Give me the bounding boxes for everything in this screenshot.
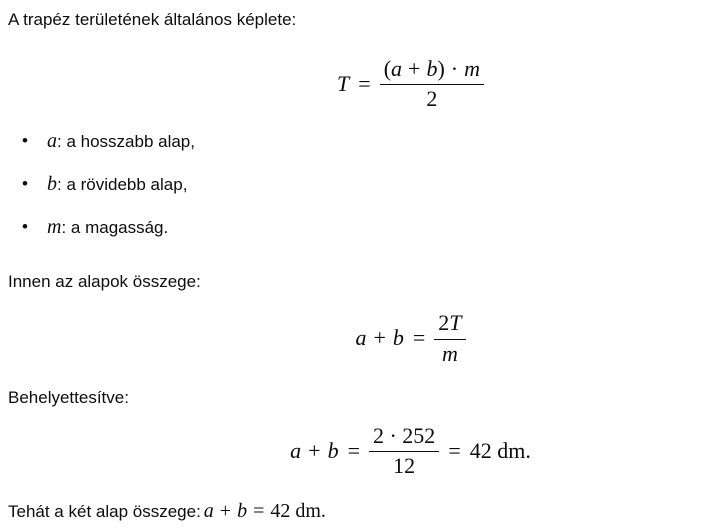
fraction-numerator (369, 424, 439, 451)
fraction (434, 311, 465, 365)
math-var-b: b (426, 56, 438, 81)
math-var-m: m (441, 340, 458, 366)
close-paren: ) (437, 56, 445, 81)
conclusion-paragraph (8, 499, 709, 524)
equals-sign: = (347, 437, 360, 463)
math-var-m: m (47, 216, 62, 239)
display-formula-area (8, 57, 709, 111)
equals-sign: = (448, 437, 461, 463)
equals-sign: = (253, 500, 265, 523)
dot-operator: · (450, 56, 459, 81)
number-2: 2 (426, 86, 438, 112)
conclusion-text: Tehát a két alap összege: (8, 502, 201, 522)
number-2: 2 (438, 310, 450, 336)
fraction (380, 57, 484, 111)
variable-definitions-list (8, 129, 709, 240)
bullet-item-a (8, 129, 709, 154)
fraction (369, 424, 439, 478)
math-var-a: a (47, 130, 57, 153)
bullet-item-b (8, 172, 709, 197)
math-var-a: a (391, 56, 403, 81)
plus-sign: + (373, 325, 386, 351)
substitution-intro-paragraph: Behelyettesítve: (8, 387, 129, 407)
formula-subst-row (290, 424, 531, 478)
bullet-marker: • (22, 131, 28, 151)
numerator-expression: 2 · 252 (372, 422, 436, 448)
intro-paragraph: A trapéz területének általános képlete: (8, 10, 297, 29)
math-var-b: b (392, 325, 404, 351)
fraction-denominator (380, 84, 484, 111)
math-var-a: a (290, 437, 302, 463)
bullet-marker: • (22, 217, 28, 237)
equals-sign: = (358, 71, 371, 97)
equals-sign: = (412, 325, 426, 351)
number-12: 12 (393, 452, 416, 478)
math-var-a: a (355, 325, 367, 351)
plus-sign: + (308, 437, 321, 463)
math-var-T: T (449, 310, 462, 336)
math-var-b: b (327, 437, 339, 463)
math-var-a: a (203, 500, 214, 523)
math-var-b: b (47, 173, 57, 196)
math-var-m: m (464, 56, 480, 81)
bullet-item-m (8, 215, 709, 240)
fraction-denominator (369, 451, 439, 478)
math-var-T: T (337, 71, 350, 97)
fraction-numerator (434, 311, 465, 338)
sum-intro-paragraph: Innen az alapok összege: (8, 272, 201, 292)
plus-sign: + (219, 500, 232, 523)
fraction-denominator (434, 339, 465, 366)
math-var-b: b (237, 500, 248, 523)
bullet-text: : a hosszabb alap, (57, 132, 195, 152)
bullet-text: : a magasság. (61, 218, 169, 238)
fraction-numerator (380, 57, 484, 84)
bullet-text: : a rövidebb alap, (57, 175, 188, 195)
bullet-marker: • (22, 174, 28, 194)
display-formula-substituted (8, 424, 709, 478)
result-value: 42 dm. (469, 437, 531, 463)
display-formula-sum (8, 311, 709, 365)
formula-sum-row (355, 311, 465, 365)
plus-sign: + (408, 56, 421, 81)
conclusion-inline-math (204, 500, 326, 522)
open-paren: ( (383, 56, 392, 81)
formula-area-row (337, 57, 484, 111)
result-value: 42 dm. (270, 500, 326, 523)
